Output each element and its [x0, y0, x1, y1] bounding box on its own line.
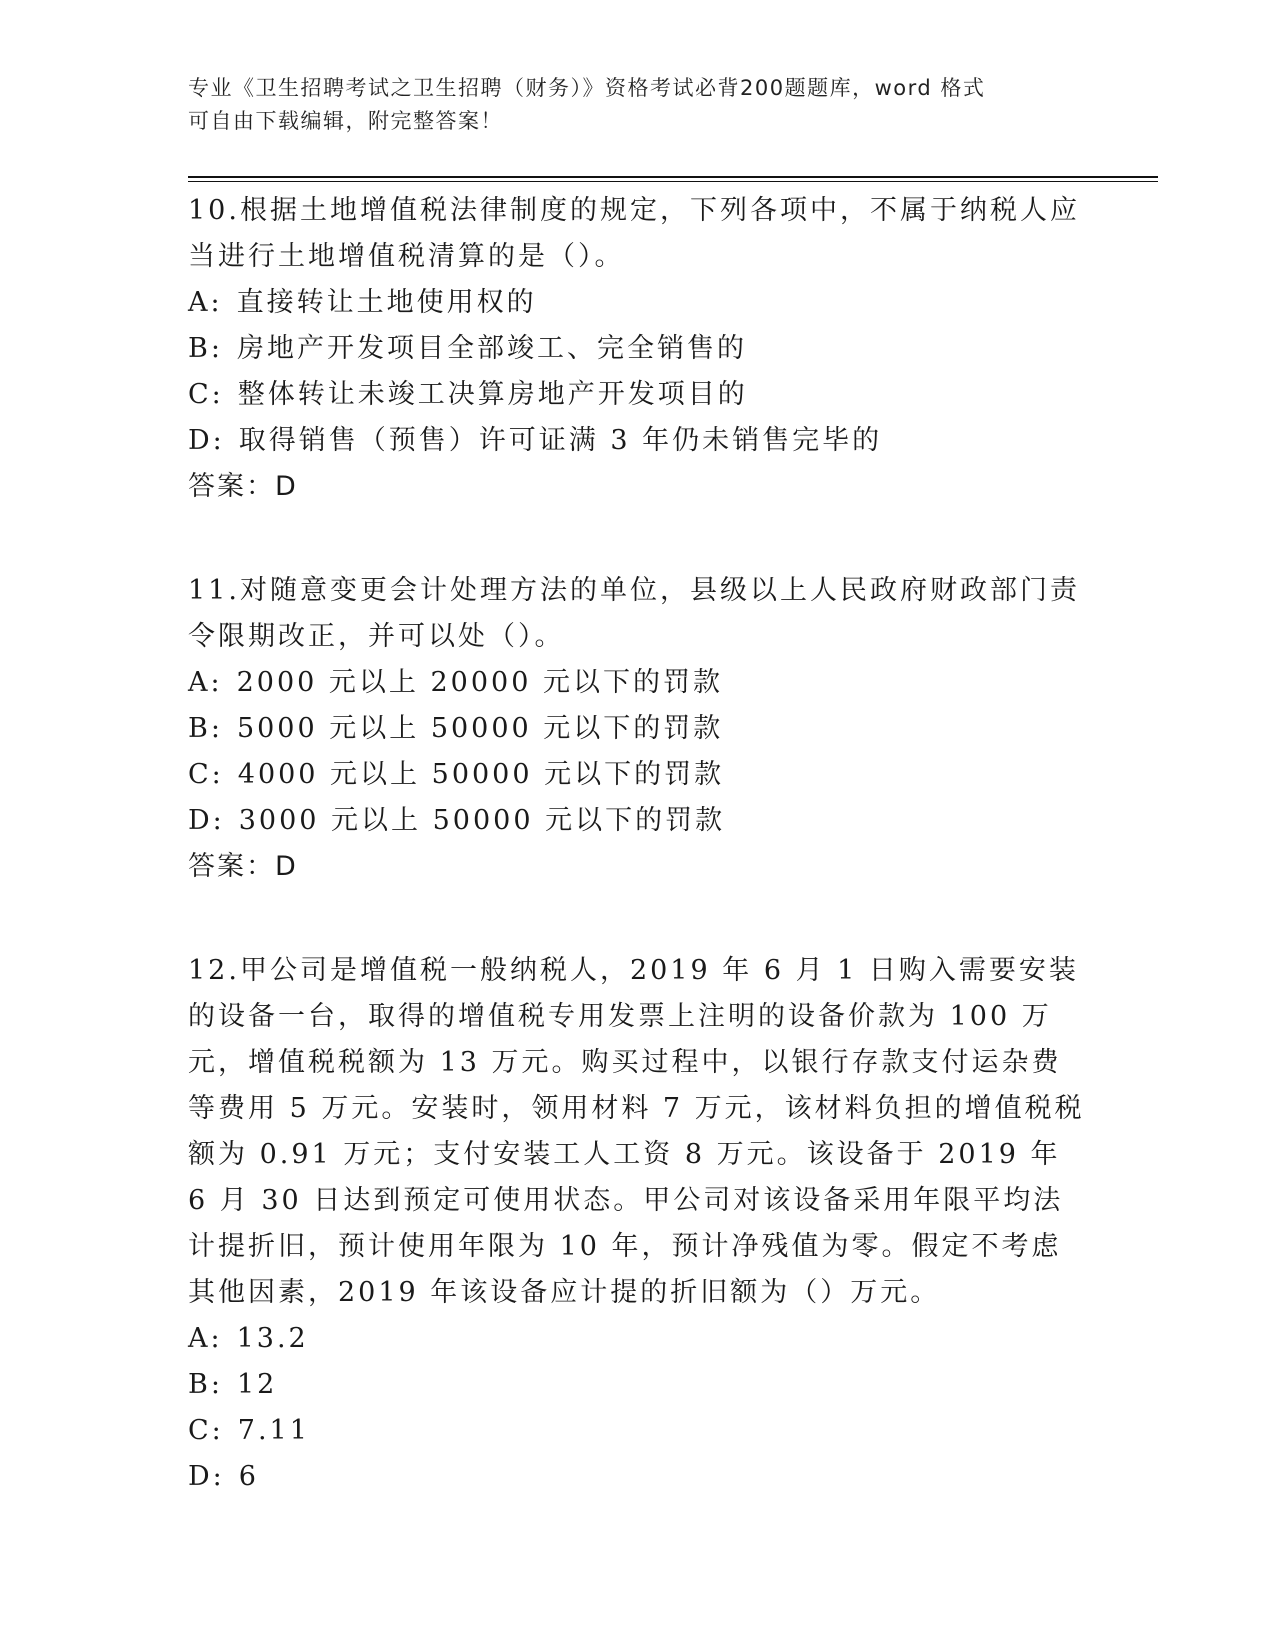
option-key: D:: [188, 1461, 225, 1492]
option-text: 直接转让土地使用权的: [236, 287, 537, 318]
option-b: [188, 326, 1088, 372]
question-text: 11.对随意变更会计处理方法的单位，县级以上人民政府财政部门责令限期改正，并可以处（）。: [188, 575, 1080, 652]
option-text: 3000 元以上 50000 元以下的罚款: [238, 805, 726, 836]
option-key: A:: [188, 287, 223, 318]
question-text: 10.根据土地增值税法律制度的规定，下列各项中，不属于纳税人应当进行土地增值税清算的是（）。: [188, 195, 1080, 272]
option-text: 6: [238, 1461, 259, 1492]
option-key: B:: [188, 1369, 223, 1400]
option-c: [188, 752, 1088, 798]
option-text: 取得销售（预售）许可证满 3 年仍未销售完毕的: [238, 425, 883, 456]
option-text: 5000 元以上 50000 元以下的罚款: [236, 713, 724, 744]
option-c: [188, 372, 1088, 418]
option-c: [188, 1408, 1088, 1454]
option-key: C:: [188, 759, 224, 790]
option-key: D:: [188, 425, 225, 456]
option-key: B:: [188, 713, 223, 744]
header-line-1: 专业《卫生招聘考试之卫生招聘（财务）》资格考试必背200题题库，word 格式: [188, 76, 986, 100]
header-line-2: 可自由下载编辑，附完整答案！: [188, 109, 503, 133]
answer: 答案：D: [188, 471, 298, 502]
header-divider-thin: [188, 181, 1158, 182]
question-12: [188, 948, 1088, 1500]
question-10: [188, 188, 1088, 510]
document-header: [188, 72, 1068, 138]
header-divider-thick: [188, 176, 1158, 178]
question-text: 12.甲公司是增值税一般纳税人，2019 年 6 月 1 日购入需要安装的设备一台，取得的增值税专用发票上注明的设备价款为 100 万元，增值税税额为 13 万元。购买过程中，以银行存款支付运杂费等费用 5 万元。安装时，领用材料 7 万元，该材料负担的增值税税额为 0.91 万元；支付安装工人工资 8 万元。该设备于 2019 年 6 月 30 日达到预定可使用状态。甲公司对该设备采用年限平均法计提折旧，预计使用年限为 10 年，预计净残值为零。假定不考虑其他因素，2019 年该设备应计提的折旧额为（）万元。: [188, 955, 1085, 1308]
option-key: A:: [188, 667, 223, 698]
option-key: A:: [188, 1323, 223, 1354]
option-key: C:: [188, 1415, 224, 1446]
option-text: 2000 元以上 20000 元以下的罚款: [236, 667, 723, 698]
option-key: B:: [188, 333, 223, 364]
option-d: [188, 1454, 1088, 1500]
question-11: [188, 568, 1088, 890]
option-b: [188, 706, 1088, 752]
option-key: C:: [188, 379, 224, 410]
option-text: 7.11: [237, 1415, 310, 1446]
option-text: 房地产开发项目全部竣工、完全销售的: [236, 333, 747, 364]
option-d: [188, 798, 1088, 844]
option-d: [188, 418, 1088, 464]
option-a: [188, 660, 1088, 706]
option-text: 4000 元以上 50000 元以下的罚款: [237, 759, 725, 790]
option-text: 12: [236, 1369, 278, 1400]
option-text: 13.2: [236, 1323, 309, 1354]
option-text: 整体转让未竣工决算房地产开发项目的: [237, 379, 748, 410]
option-a: [188, 280, 1088, 326]
answer: 答案：D: [188, 851, 298, 882]
question-list: [188, 188, 1088, 1558]
option-b: [188, 1362, 1088, 1408]
option-key: D:: [188, 805, 225, 836]
option-a: [188, 1316, 1088, 1362]
